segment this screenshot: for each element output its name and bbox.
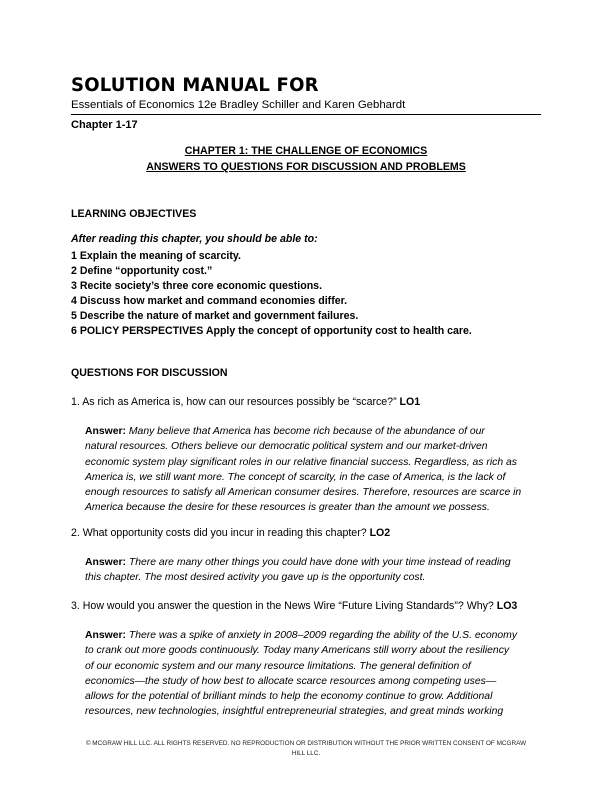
question-lo-tag: LO1 [399, 396, 421, 408]
learning-objective-item: 1 Explain the meaning of scarcity. [71, 250, 241, 262]
answer-3 [85, 628, 545, 720]
manual-title: SOLUTION MANUAL FOR [71, 74, 319, 96]
answer-1 [85, 424, 545, 516]
answer-line: enough resources to satisfy all American consumer desires. Therefore, resources are scarce in [85, 487, 522, 499]
answer-line: There was a spike of anxiety in 2008–2009 regarding the ability of the U.S. economy [128, 630, 518, 641]
answer-line: Many believe that America has become rich because of the abundance of our [128, 426, 485, 437]
footer-line: HILL LLC. [291, 750, 321, 757]
answer-label: Answer: [85, 426, 126, 437]
book-subtitle: Essentials of Economics 12e Bradley Schiller and Karen Gebhardt [71, 99, 406, 111]
answer-line: There are many other things you could have done with your time instead of reading [128, 557, 511, 568]
chapter-subtitle: ANSWERS TO QUESTIONS FOR DISCUSSION AND PROBLEMS [146, 161, 466, 173]
discussion-question-3 [71, 600, 517, 612]
question-text: 2. What opportunity costs did you incur in reading this chapter? [71, 527, 370, 539]
learning-objectives-intro: After reading this chapter, you should be able to: [71, 233, 318, 245]
question-text: 1. As rich as America is, how can our resources possibly be “scarce?” [71, 396, 400, 408]
learning-objective-item: 4 Discuss how market and command economies differ. [71, 295, 348, 307]
learning-objective-item: 6 POLICY PERSPECTIVES Apply the concept of opportunity cost to health care. [71, 325, 472, 337]
answer-line: this chapter. The most desired activity you gave up is the opportunity cost. [85, 572, 426, 584]
learning-objectives-heading: LEARNING OBJECTIVES [71, 208, 197, 220]
answer-line: of our economic system and our many resource limitations. The general definition of [85, 660, 471, 672]
chapter-title: CHAPTER 1: THE CHALLENGE OF ECONOMICS [184, 145, 428, 157]
answer-2 [85, 555, 545, 586]
answer-line: allows for the potential of brilliant minds to help the economy continue to grow. Additional [85, 691, 493, 703]
answer-line: economic system play significant roles in our relative financial success. Regardless, as rich as [85, 456, 517, 468]
chapter-range: Chapter 1-17 [71, 119, 138, 131]
question-lo-tag: LO2 [369, 527, 391, 539]
header-rule [71, 114, 541, 115]
question-text: 3. How would you answer the question in the News Wire “Future Living Standards”? Why? [71, 600, 497, 612]
answer-label: Answer: [85, 630, 126, 641]
answer-line: to crank out more goods continuously. Today many Americans still worry about the resiliency [85, 645, 510, 657]
discussion-question-2 [71, 527, 390, 539]
learning-objective-item: 3 Recite society’s three core economic questions. [71, 280, 323, 292]
answer-line: natural resources. Others believe our democratic political system and our market-driven [85, 441, 488, 453]
answer-line: economics—the study of how best to allocate scarce resources among competing uses— [85, 675, 497, 687]
learning-objectives-list [71, 249, 472, 339]
discussion-heading: QUESTIONS FOR DISCUSSION [71, 367, 228, 379]
footer-line: © MCGRAW HILL LLC. ALL RIGHTS RESERVED. NO REPRODUCTION OR DISTRIBUTION WITHOUT THE PRIOR WRITTEN CONSENT OF MCGRAW [85, 740, 527, 747]
answer-line: resources, new technologies, insightful entrepreneurial strategies, and great minds working [85, 706, 504, 718]
answer-line: America because the desire for these resources is greater than the amount we possess. [85, 502, 490, 514]
copyright-footer [71, 739, 541, 759]
learning-objective-item: 5 Describe the nature of market and government failures. [71, 310, 359, 322]
answer-label: Answer: [85, 557, 126, 568]
question-lo-tag: LO3 [496, 600, 518, 612]
answer-line: America is, we still want more. The concept of scarcity, in the case of America, is the lack of [85, 471, 506, 483]
learning-objective-item: 2 Define “opportunity cost.” [71, 265, 213, 277]
discussion-question-1 [71, 396, 420, 408]
